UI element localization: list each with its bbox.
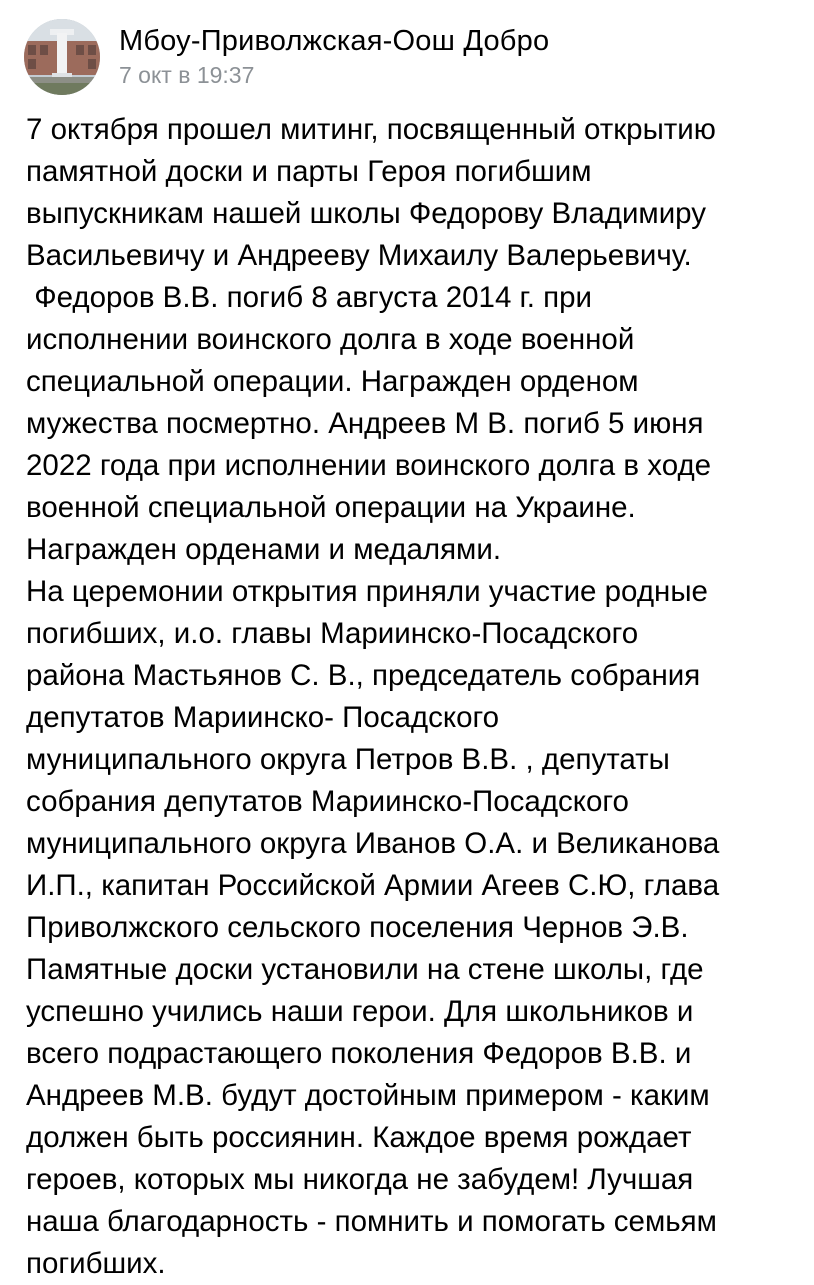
post-text-line: мужества посмертно. Андреев М В. погиб 5 июня [26,407,704,440]
post-text-line: выпускникам нашей школы Федорову Владимиру [26,197,707,230]
post-text-line: 2022 года при исполнении воинского долга в ходе [26,449,712,482]
post-text-line: наша благодарность - помнить и помогать семьям [26,1205,717,1238]
post-date[interactable]: 7 окт в 19:37 [119,62,255,88]
post-text [26,109,806,1285]
post-text-line: всего подрастающего поколения Федоров В.В. и [26,1037,692,1070]
post-text-line: муниципального округа Иванов О.А. и Великанова [26,827,720,860]
post-text-line: Памятные доски установили на стене школы, где [26,953,704,986]
post-text-line: 7 октября прошел митинг, посвященный открытию [26,113,716,146]
school-monument-photo-icon [24,19,100,95]
post-text-line: исполнении воинского долга в ходе военной [26,323,635,356]
post-text-line: памятной доски и парты Героя погибшим [26,155,592,188]
post-text-line: муниципального округа Петров В.В. , депутаты [26,743,670,776]
author-name[interactable]: Мбоу-Приволжская-Оош Добро [119,25,550,57]
post-text-line: На церемонии открытия приняли участие родные [26,575,708,608]
post-text-line: специальной операции. Награжден орденом [26,365,639,398]
post-text-line: героев, которых мы никогда не забудем! Лучшая [26,1163,694,1196]
post-text-line: депутатов Мариинско- Посадского [26,701,500,734]
post-header [24,18,794,96]
author-avatar[interactable] [24,19,100,95]
post-text-line: И.П., капитан Российской Армии Агеев С.Ю, глава [26,869,720,902]
post-text-line: Васильевичу и Андрееву Михаилу Валерьевичу. [26,239,692,272]
post-text-line: Награжден орденами и медалями. [26,533,502,566]
post-text-line: должен быть россиянин. Каждое время рождает [26,1121,692,1154]
post-text-line: военной специальной операции на Украине. [26,491,636,524]
post-text-line: Приволжского сельского поселения Чернов Э.В. [26,911,689,944]
post-text-line: Федоров В.В. погиб 8 августа 2014 г. при [26,281,592,314]
post-text-line: успешно учились наши герои. Для школьников и [26,995,694,1028]
post-text-line: погибших. [26,1247,166,1280]
author-block [119,24,549,90]
post-text-line: собрания депутатов Мариинско-Посадского [26,785,629,818]
post-text-line: погибших, и.о. главы Мариинско-Посадского [26,617,639,650]
post-text-line: района Мастьянов С. В., председатель собрания [26,659,701,692]
post-text-line: Андреев М.В. будут достойным примером - каким [26,1079,710,1112]
